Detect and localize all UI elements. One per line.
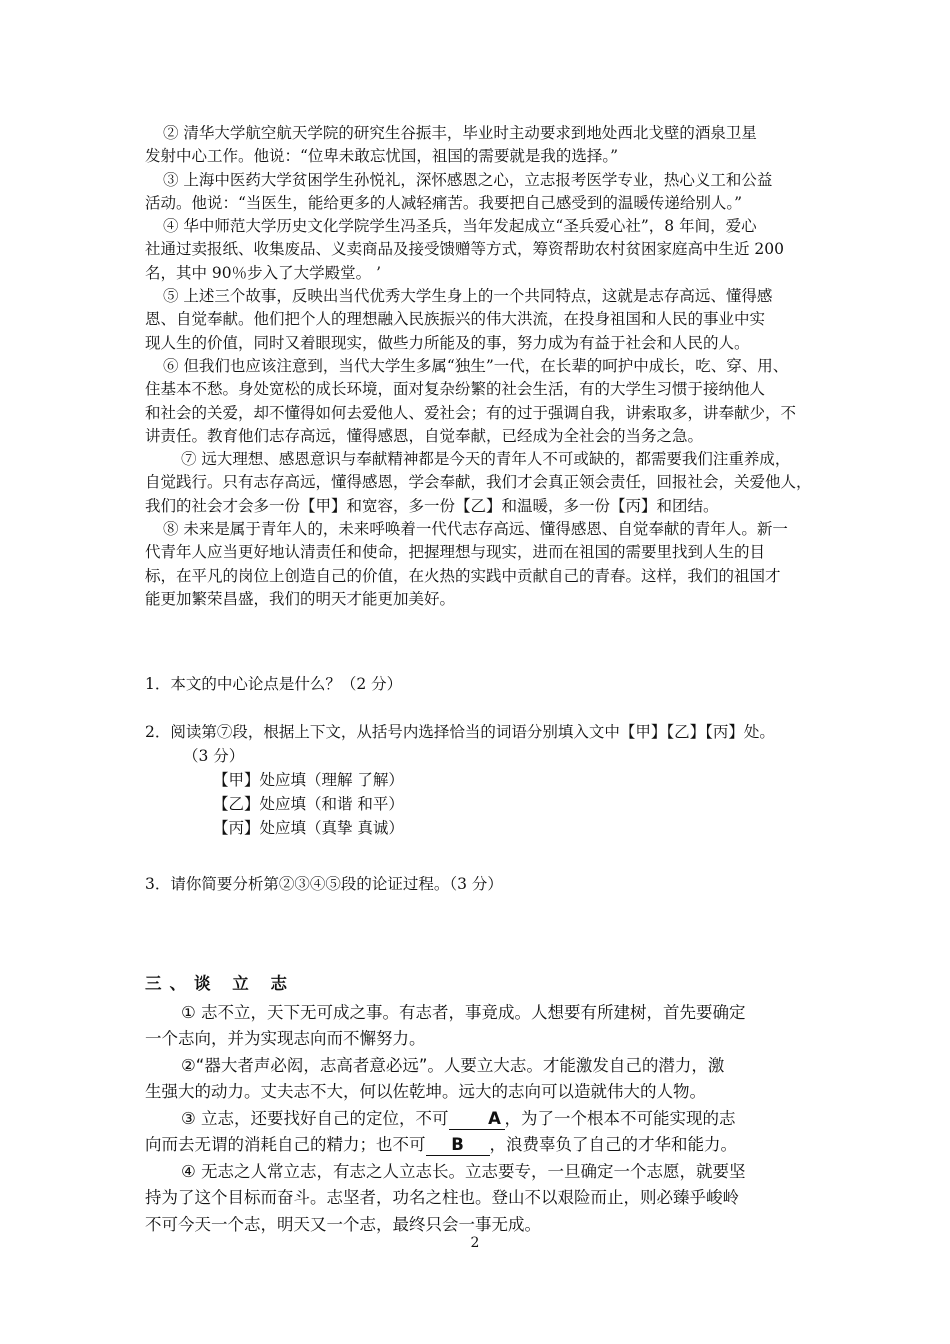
paragraph-3-line-1: ③ 上海中医药大学贫困学生孙悦礼，深怀感恩之心，立志报考医学专业，热心义工和公益 xyxy=(163,170,773,189)
paragraph-6-line-1: ⑥ 但我们也应该注意到，当代大学生多属“独生”一代，在长辈的呵护中成长，吃、穿、用、 xyxy=(163,356,789,375)
paragraph-6-line-3: 和社会的关爱，却不懂得如何去爱他人、爱社会；有的过于强调自我，讲索取多，讲奉献少，不 xyxy=(145,403,797,422)
question-2 xyxy=(145,720,825,840)
section-para-3-line-2 xyxy=(145,1132,817,1159)
question-3-text: 3．请你简要分析第②③④⑤段的论证过程。（3 分） xyxy=(145,875,503,893)
question-3 xyxy=(145,872,825,896)
paragraph-8-line-3: 标，在平凡的岗位上创造自己的价值，在火热的实践中贡献自己的青春。这样，我们的祖国才 xyxy=(145,566,781,585)
question-2-option-bing: 【丙】处应填（真挚 真诚） xyxy=(213,819,404,837)
question-1-text: 1．本文的中心论点是什么？（2 分） xyxy=(145,675,403,693)
question-2-text: 2．阅读第⑦段，根据上下文，从括号内选择恰当的词语分别填入文中【甲】【乙】【丙】处。 xyxy=(145,723,775,741)
reading-passage xyxy=(145,122,815,611)
paragraph-8-line-1: ⑧ 未来是属于青年人的，未来呼唤着一代代志存高远、懂得感恩、自觉奉献的青年人。新一 xyxy=(163,520,788,539)
paragraph-2-line-1: ② 清华大学航空航天学院的研究生谷振丰，毕业时主动要求到地处西北戈壁的酒泉卫星 xyxy=(163,124,757,142)
paragraph-2-line-2: 发射中心工作。他说：“位卑未敢忘忧国，祖国的需要就是我的选择。” xyxy=(145,147,619,166)
section-para-4-line-2: 持为了这个目标而奋斗。志坚者，功名之柱也。登山不以艰险而止，则必臻乎峻岭 xyxy=(145,1188,739,1207)
section-para-1-line-1: ① 志不立，天下无可成之事。有志者，事竟成。人想要有所建树，首先要确定 xyxy=(181,1002,746,1022)
para-3-text-before-a: ③ 立志，还要找好自己的定位，不可 xyxy=(181,1108,449,1128)
section-para-1-line-2: 一个志向，并为实现志向而不懈努力。 xyxy=(145,1029,426,1048)
paragraph-7-line-1: ⑦ 远大理想、感恩意识与奉献精神都是今天的青年人不可或缺的，都需要我们注重养成， xyxy=(181,450,791,469)
section-para-2-line-2: 生强大的动力。丈夫志不大，何以佐乾坤。远大的志向可以造就伟大的人物。 xyxy=(145,1082,706,1101)
blank-b: B xyxy=(426,1135,490,1156)
section-title: 三、谈 立 志 xyxy=(145,974,295,993)
paragraph-7-line-3: 我们的社会才会多一份【甲】和宽容，多一份【乙】和温暖，多一份【丙】和团结。 xyxy=(145,496,719,515)
paragraph-4-line-2: 社通过卖报纸、收集废品、义卖商品及接受馈赠等方式，筹资帮助农村贫困家庭高中生近 200 xyxy=(145,240,785,259)
para-3-text-after-b: ，浪费辜负了自己的才华和能力。 xyxy=(489,1135,737,1154)
paragraph-6-line-2: 住基本不愁。身处宽松的成长环境，面对复杂纷繁的社会生活，有的大学生习惯于接纳他人 xyxy=(145,380,766,399)
paragraph-7-line-2: 自觉践行。只有志存高远，懂得感恩，学会奉献，我们才会真正领会责任，回报社会，关爱他人， xyxy=(145,473,812,492)
paragraph-5-line-2: 恩、自觉奉献。他们把个人的理想融入民族振兴的伟大洪流，在投身祖国和人民的事业中实 xyxy=(145,310,766,329)
paragraph-3-line-2: 活动。他说：“当医生，能给更多的人减轻痛苦。我要把自己感受到的温暖传递给别人。” xyxy=(145,193,743,212)
section-para-2-line-1: ②“器大者声必闳，志高者意必远”。人要立大志。才能激发自己的潜力，激 xyxy=(181,1055,725,1075)
paragraph-8-line-2: 代青年人应当更好地认清责任和使命，把握理想与现实，进而在祖国的需要里找到人生的目 xyxy=(145,543,766,562)
paragraph-5-line-1: ⑤ 上述三个故事，反映出当代优秀大学生身上的一个共同特点，这就是志存高远、懂得感 xyxy=(163,287,773,306)
section-para-3-line-1 xyxy=(145,1106,817,1133)
question-1 xyxy=(145,672,825,696)
question-2-option-yi: 【乙】处应填（和谐 和平） xyxy=(213,795,404,813)
paragraph-4-line-3: 名，其中 90％步入了大学殿堂。 ’ xyxy=(145,263,382,282)
para-3-text-before-b: 向而去无谓的消耗自己的精力；也不可 xyxy=(145,1135,426,1154)
section-para-4-line-1: ④ 无志之人常立志，有志之人立志长。立志要专，一旦确定一个志愿，就要坚 xyxy=(181,1161,746,1181)
section-three xyxy=(145,971,817,1238)
paragraph-4-line-1: ④ 华中师范大学历史文化学院学生冯圣兵，当年发起成立“圣兵爱心社”，8 年间，爱心 xyxy=(163,217,757,236)
paragraph-6-line-4: 讲责任。教育他们志存高远，懂得感恩，自觉奉献，已经成为全社会的当务之急。 xyxy=(145,426,704,445)
paragraph-5-line-3: 现人生的价值，同时又着眼现实，做些力所能及的事，努力成为有益于社会和人民的人。 xyxy=(145,333,750,352)
question-2-option-jia: 【甲】处应填（理解 了解） xyxy=(213,771,404,789)
page-number: 2 xyxy=(470,1235,480,1251)
blank-a: A xyxy=(449,1109,505,1130)
question-2-score: （3 分） xyxy=(183,747,245,765)
paragraph-8-line-4: 能更加繁荣昌盛，我们的明天才能更加美好。 xyxy=(145,589,456,608)
section-para-4-line-3: 不可今天一个志，明天又一个志，最终只会一事无成。 xyxy=(145,1214,541,1234)
para-3-text-after-a: ，为了一个根本不可能实现的志 xyxy=(504,1108,736,1128)
